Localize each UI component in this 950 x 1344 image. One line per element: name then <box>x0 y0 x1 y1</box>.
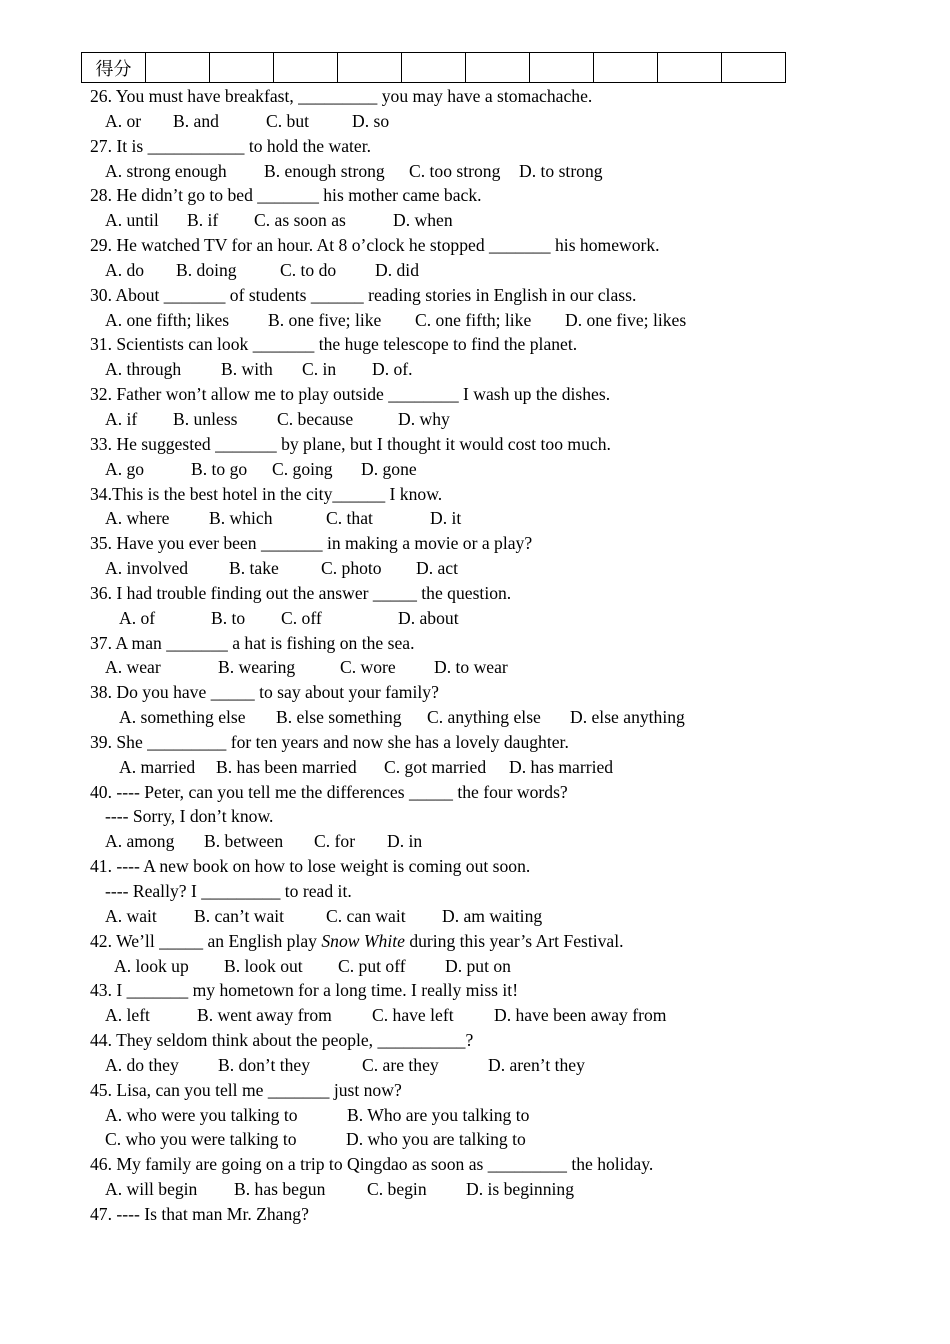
answer-option: D. about <box>398 607 459 628</box>
answer-option: B. to go <box>191 458 248 479</box>
answer-options <box>90 357 930 382</box>
question-stem: 44. They seldom think about the people, __________? <box>90 1030 474 1051</box>
answer-option: B. Who are you talking to <box>347 1104 530 1125</box>
answer-option: C. got married <box>384 756 487 777</box>
question-stem: 40. ---- Peter, can you tell me the differences _____ the four words? <box>90 781 568 802</box>
answer-options <box>90 308 930 333</box>
answer-option: C. going <box>272 458 333 479</box>
question-text: 42. We’ll _____ an English play <box>90 930 322 951</box>
question-stem: 28. He didn’t go to bed _______ his mother came back. <box>90 185 482 206</box>
question-stem: 33. He suggested _______ by plane, but I thought it would cost too much. <box>90 433 611 454</box>
answer-option: D. in <box>387 831 423 852</box>
score-cell <box>274 53 338 83</box>
answer-option: D. of. <box>372 359 413 380</box>
answer-option: C. have left <box>372 1005 454 1026</box>
answer-option: C. for <box>314 831 356 852</box>
answer-option: D. when <box>393 210 453 231</box>
answer-option: B. else something <box>276 707 402 728</box>
score-cell <box>338 53 402 83</box>
answer-option: C. begin <box>367 1179 427 1200</box>
question-stem: 47. ---- Is that man Mr. Zhang? <box>90 1203 309 1224</box>
answer-option: B. went away from <box>197 1005 332 1026</box>
answer-option: B. to <box>211 607 246 628</box>
answer-options <box>90 1127 930 1152</box>
answer-option: D. who you are talking to <box>346 1129 526 1150</box>
score-cell <box>658 53 722 83</box>
answer-option: A. involved <box>105 558 189 579</box>
answer-option: D. am waiting <box>442 905 543 926</box>
question-stem: 35. Have you ever been _______ in making a movie or a play? <box>90 533 533 554</box>
answer-option: C. put off <box>338 955 406 976</box>
answer-option: C. too strong <box>409 160 501 181</box>
answer-option: D. else anything <box>570 707 685 728</box>
question-stem: 26. You must have breakfast, _________ you may have a stomachache. <box>90 86 593 106</box>
answer-options <box>90 208 930 233</box>
question-stem: 38. Do you have _____ to say about your family? <box>90 682 439 703</box>
answer-option: A. left <box>105 1005 150 1026</box>
answer-options <box>90 1003 930 1028</box>
question-stem: 30. About _______ of students ______ reading stories in English in our class. <box>90 284 637 305</box>
answer-options <box>90 606 930 631</box>
answer-option: D. gone <box>361 458 417 479</box>
answer-options <box>90 655 930 680</box>
answer-options <box>90 556 930 581</box>
answer-option: A. until <box>105 210 159 231</box>
question-stem: 29. He watched TV for an hour. At 8 o’clock he stopped _______ his homework. <box>90 235 660 256</box>
answer-option: A. through <box>105 359 182 380</box>
answer-options <box>90 755 930 780</box>
answer-options <box>90 258 930 283</box>
answer-option: C. anything else <box>427 707 541 728</box>
answer-option: D. did <box>375 259 419 280</box>
answer-option: A. one fifth; likes <box>105 309 230 330</box>
answer-option: A. if <box>105 408 138 429</box>
answer-option: A. strong enough <box>105 160 227 181</box>
answer-option: A. will begin <box>105 1179 198 1200</box>
question-stem: 34.This is the best hotel in the city______ I know. <box>90 483 443 504</box>
answer-options <box>90 457 930 482</box>
answer-option: A. something else <box>119 707 246 728</box>
answer-option: A. do they <box>105 1054 179 1075</box>
score-table-row <box>82 53 786 83</box>
answer-option: D. has married <box>509 756 614 777</box>
answer-option: D. put on <box>445 955 511 976</box>
score-cell <box>146 53 210 83</box>
question-stem: 41. ---- A new book on how to lose weight is coming out soon. <box>90 856 531 877</box>
answer-option: B. which <box>209 508 273 529</box>
answer-options <box>90 1177 930 1202</box>
question-text: during this year’s Art Festival. <box>404 930 624 951</box>
answer-options <box>90 1053 930 1078</box>
answer-option: A. do <box>105 259 145 280</box>
question-stem: 45. Lisa, can you tell me _______ just now? <box>90 1079 402 1100</box>
answer-option: C. but <box>266 110 310 131</box>
answer-option: B. one five; like <box>268 309 382 330</box>
answer-option: C. can wait <box>326 905 406 926</box>
answer-option: C. who you were talking to <box>105 1129 297 1150</box>
answer-option: A. wear <box>105 657 161 678</box>
answer-option: B. and <box>173 110 219 131</box>
answer-option: C. off <box>281 607 322 628</box>
answer-option: A. look up <box>114 955 189 976</box>
score-cell <box>466 53 530 83</box>
answer-option: C. one fifth; like <box>415 309 532 330</box>
score-label-cell: 得分 <box>82 53 146 83</box>
answer-option: B. enough strong <box>264 160 385 181</box>
question-stem: 31. Scientists can look _______ the huge telescope to find the planet. <box>90 334 578 355</box>
answer-option: B. wearing <box>218 657 296 678</box>
answer-option: D. aren’t they <box>488 1054 585 1075</box>
question-stem: 43. I _______ my hometown for a long time. I really miss it! <box>90 980 519 1001</box>
answer-option: A. among <box>105 831 175 852</box>
play-title: Snow White <box>321 930 405 951</box>
answer-option: A. wait <box>105 905 157 926</box>
answer-option: D. to strong <box>519 160 603 181</box>
dialogue-line: ---- Sorry, I don’t know. <box>105 806 274 827</box>
answer-option: B. with <box>221 359 273 380</box>
question-stem: 36. I had trouble finding out the answer _____ the question. <box>90 582 512 603</box>
answer-option: A. where <box>105 508 170 529</box>
answer-options <box>90 1103 930 1128</box>
question-stem: 27. It is ___________ to hold the water. <box>90 135 371 156</box>
answer-options <box>90 109 930 134</box>
question-list <box>90 84 930 1227</box>
answer-option: D. have been away from <box>494 1005 667 1026</box>
question-stem: 46. My family are going on a trip to Qingdao as soon as _________ the holiday. <box>90 1154 654 1175</box>
score-cell <box>210 53 274 83</box>
answer-option: B. unless <box>173 408 238 429</box>
answer-option: D. one five; likes <box>565 309 687 330</box>
answer-option: B. can’t wait <box>194 905 285 926</box>
answer-option: C. wore <box>340 657 396 678</box>
answer-option: A. of <box>119 607 156 628</box>
answer-option: B. don’t they <box>218 1054 311 1075</box>
answer-option: D. why <box>398 408 450 429</box>
answer-options <box>90 407 930 432</box>
question-stem: 37. A man _______ a hat is fishing on the sea. <box>90 632 415 653</box>
answer-option: A. go <box>105 458 145 479</box>
dialogue-line: ---- Really? I _________ to read it. <box>105 881 352 901</box>
answer-option: C. are they <box>362 1054 439 1075</box>
answer-option: C. to do <box>280 259 337 280</box>
answer-options <box>90 506 930 531</box>
answer-option: C. that <box>326 508 373 529</box>
answer-option: D. to wear <box>434 657 508 678</box>
answer-option: D. is beginning <box>466 1179 575 1200</box>
answer-options <box>90 904 930 929</box>
answer-option: B. has been married <box>216 756 357 777</box>
answer-option: B. doing <box>176 259 237 280</box>
answer-options <box>90 954 930 979</box>
answer-option: B. look out <box>224 955 303 976</box>
answer-option: A. married <box>119 756 196 777</box>
answer-option: D. act <box>416 558 459 579</box>
answer-option: C. as soon as <box>254 210 346 231</box>
answer-option: C. because <box>277 408 354 429</box>
answer-option: B. between <box>204 831 284 852</box>
answer-option: A. or <box>105 110 142 131</box>
answer-option: D. so <box>352 110 390 131</box>
answer-option: B. has begun <box>234 1179 326 1200</box>
score-cell <box>402 53 466 83</box>
score-cell <box>594 53 658 83</box>
answer-option: C. in <box>302 359 337 380</box>
score-cell <box>530 53 594 83</box>
score-cell <box>722 53 786 83</box>
question-stem: 32. Father won’t allow me to play outside ________ I wash up the dishes. <box>90 384 611 405</box>
answer-options <box>90 829 930 854</box>
answer-options <box>90 159 930 184</box>
question-stem <box>90 929 930 954</box>
score-table <box>81 52 786 83</box>
answer-option: B. take <box>229 558 279 579</box>
question-stem: 39. She _________ for ten years and now she has a lovely daughter. <box>90 731 569 752</box>
answer-option: A. who were you talking to <box>105 1104 298 1125</box>
answer-option: C. photo <box>321 558 382 579</box>
answer-option: B. if <box>187 210 219 231</box>
answer-option: D. it <box>430 508 462 529</box>
answer-options <box>90 705 930 730</box>
